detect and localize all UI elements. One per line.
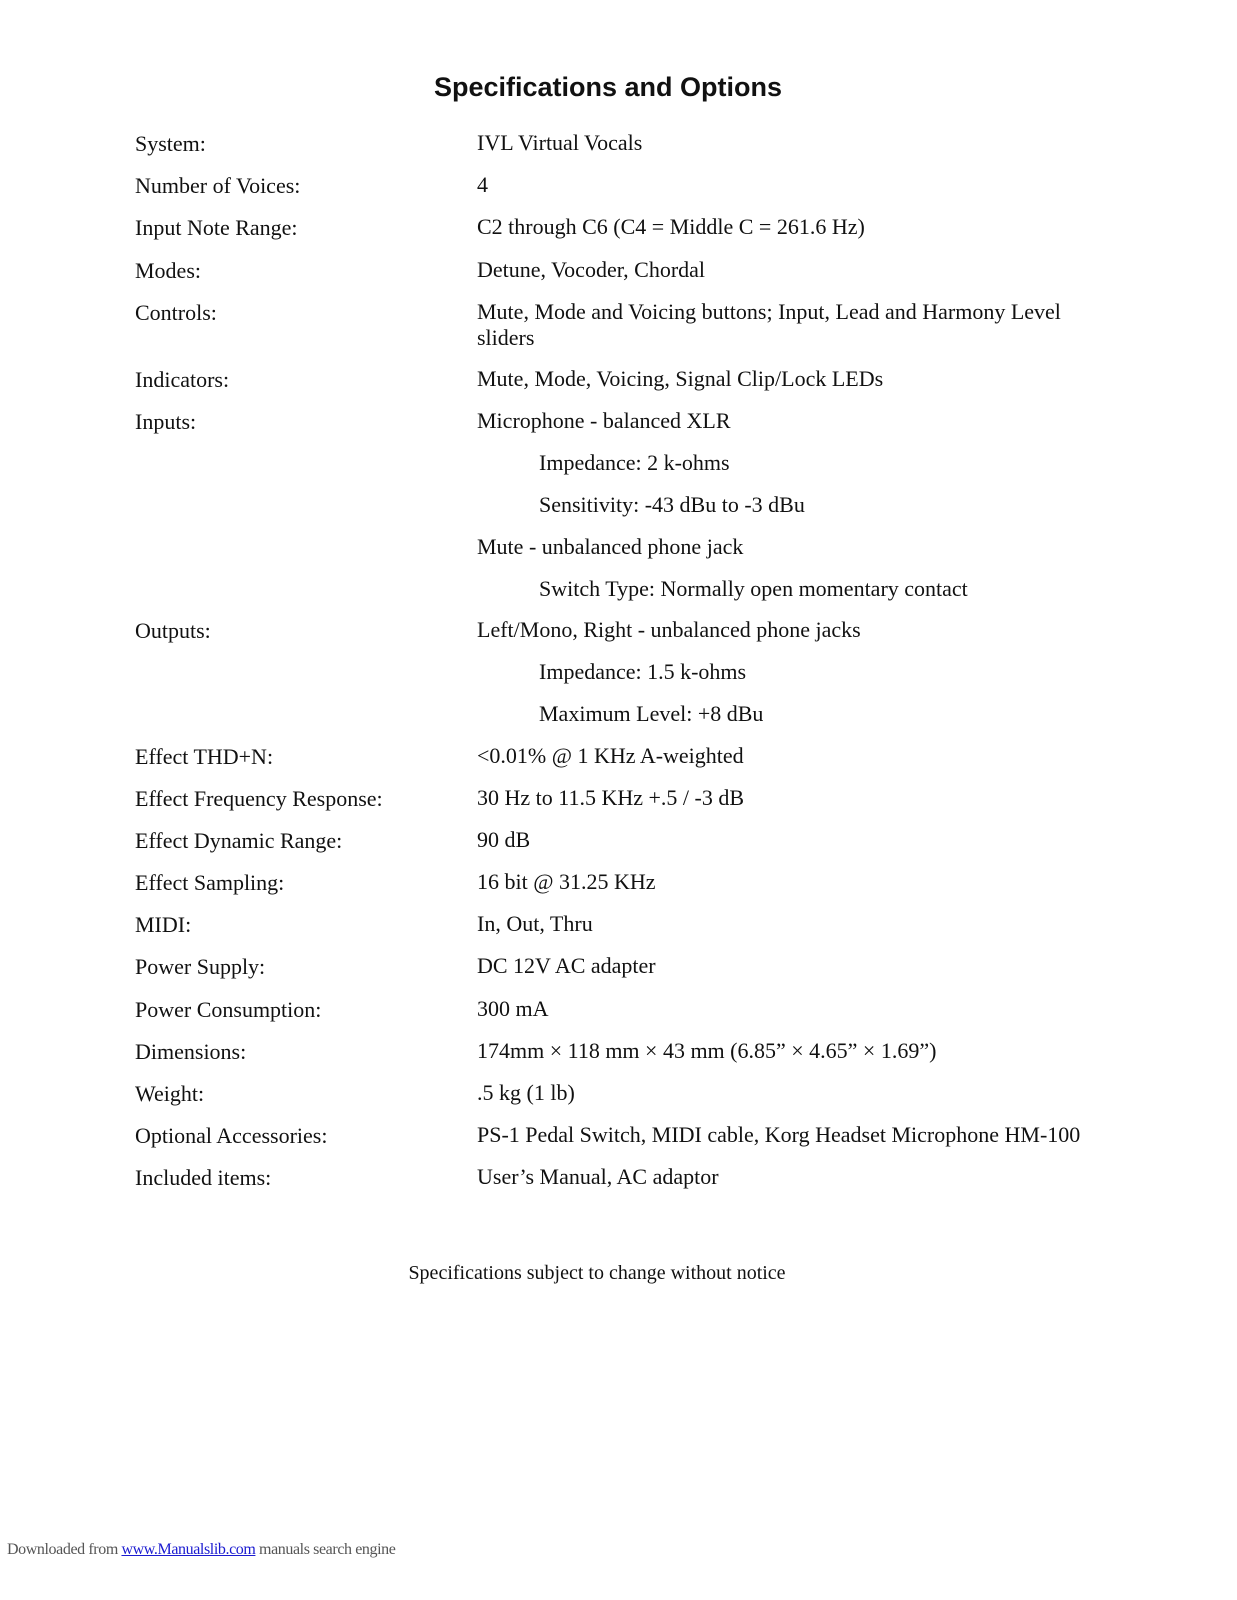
spec-values [477,827,1095,853]
spec-label: Input Note Range: [135,215,298,241]
spec-value: C2 through C6 (C4 = Middle C = 261.6 Hz) [477,214,865,240]
spec-values [477,214,1095,240]
manualslib-link[interactable]: www.Manualslib.com [121,1541,256,1558]
spec-sub-value: Impedance: 1.5 k-ohms [539,659,747,685]
spec-values [477,996,1095,1022]
spec-row [135,408,1095,602]
spec-value: Mute, Mode, Voicing, Signal Clip/Lock LEDs [477,365,884,391]
spec-sub-value: Impedance: 2 k-ohms [539,450,730,476]
spec-row [135,1038,1095,1065]
spec-value: Microphone - balanced XLR [477,408,731,434]
footer [7,1541,395,1559]
spec-label: Indicators: [135,366,230,392]
spec-values [477,953,1095,979]
spec-row [135,257,1095,284]
spec-row [135,1164,1095,1191]
spec-sub-value: Switch Type: Normally open momentary contact [539,576,968,602]
spec-value: User’s Manual, AC adaptor [477,1164,719,1190]
spec-values [477,1122,1095,1148]
spec-value: 30 Hz to 11.5 KHz +.5 / -3 dB [477,784,745,810]
spec-row [135,996,1095,1023]
spec-label: Outputs: [135,618,211,644]
spec-value: <0.01% @ 1 KHz A-weighted [477,742,744,768]
specifications-list [135,130,1095,1207]
spec-row [135,1080,1095,1107]
spec-row [135,617,1095,727]
spec-values [477,869,1095,895]
spec-sub-value: Sensitivity: -43 dBu to -3 dBu [539,492,805,518]
spec-value: 4 [477,172,488,198]
spec-label: Included items: [135,1165,272,1191]
spec-row [135,953,1095,980]
spec-values [477,785,1095,811]
spec-row [135,1122,1095,1149]
spec-values [477,743,1095,769]
spec-label: Effect Sampling: [135,870,285,896]
spec-label: Optional Accessories: [135,1123,328,1149]
spec-label: Controls: [135,299,217,325]
spec-row [135,785,1095,812]
spec-value: PS-1 Pedal Switch, MIDI cable, Korg Headset Microphone HM-100 [477,1122,1081,1148]
spec-row [135,869,1095,896]
spec-value: Detune, Vocoder, Chordal [477,256,706,282]
spec-value: 300 mA [477,995,549,1021]
spec-row [135,172,1095,199]
spec-label: Weight: [135,1081,205,1106]
spec-label: Power Supply: [135,954,266,980]
spec-values [477,617,1095,727]
spec-values [477,1038,1095,1064]
spec-label: Number of Voices: [135,173,301,199]
spec-value: Mute - unbalanced phone jack [477,534,744,560]
spec-values [477,172,1095,198]
spec-row [135,130,1095,157]
spec-label: Effect Dynamic Range: [135,827,343,853]
spec-values [477,130,1095,156]
spec-value: .5 kg (1 lb) [477,1080,575,1105]
spec-row [135,299,1095,351]
spec-value: 174mm × 118 mm × 43 mm (6.85” × 4.65” × 1.69”) [477,1037,937,1063]
spec-row [135,743,1095,770]
spec-value: In, Out, Thru [477,911,593,937]
spec-row [135,366,1095,393]
spec-row [135,911,1095,938]
spec-value: IVL Virtual Vocals [477,130,643,155]
footer-prefix: Downloaded from [7,1541,122,1558]
spec-label: Inputs: [135,409,197,435]
footer-suffix: manuals search engine [255,1541,396,1558]
spec-sub-value: Maximum Level: +8 dBu [539,701,764,727]
spec-values [477,1080,1095,1106]
spec-values [477,299,1095,351]
page-title: Specifications and Options [433,72,783,102]
spec-value: 90 dB [477,826,531,852]
spec-values [477,1164,1095,1190]
spec-label: MIDI: [135,912,192,938]
spec-row [135,214,1095,241]
spec-label: Dimensions: [135,1038,247,1064]
spec-label: Effect THD+N: [135,743,274,769]
spec-value: Left/Mono, Right - unbalanced phone jacks [477,617,861,643]
spec-value: DC 12V AC adapter [477,953,656,979]
spec-values [477,366,1095,392]
spec-values [477,257,1095,283]
spec-value: 16 bit @ 31.25 KHz [477,869,656,895]
spec-label: Effect Frequency Response: [135,785,383,811]
spec-values [477,408,1095,602]
spec-value: Mute, Mode and Voicing buttons; Input, Lead and Harmony Level sliders [477,298,1061,350]
spec-row [135,827,1095,854]
notice-text: Specifications subject to change without notice [408,1262,786,1284]
spec-label: Power Consumption: [135,996,322,1022]
spec-values [477,911,1095,937]
spec-label: Modes: [135,257,201,283]
spec-label: System: [135,131,206,156]
